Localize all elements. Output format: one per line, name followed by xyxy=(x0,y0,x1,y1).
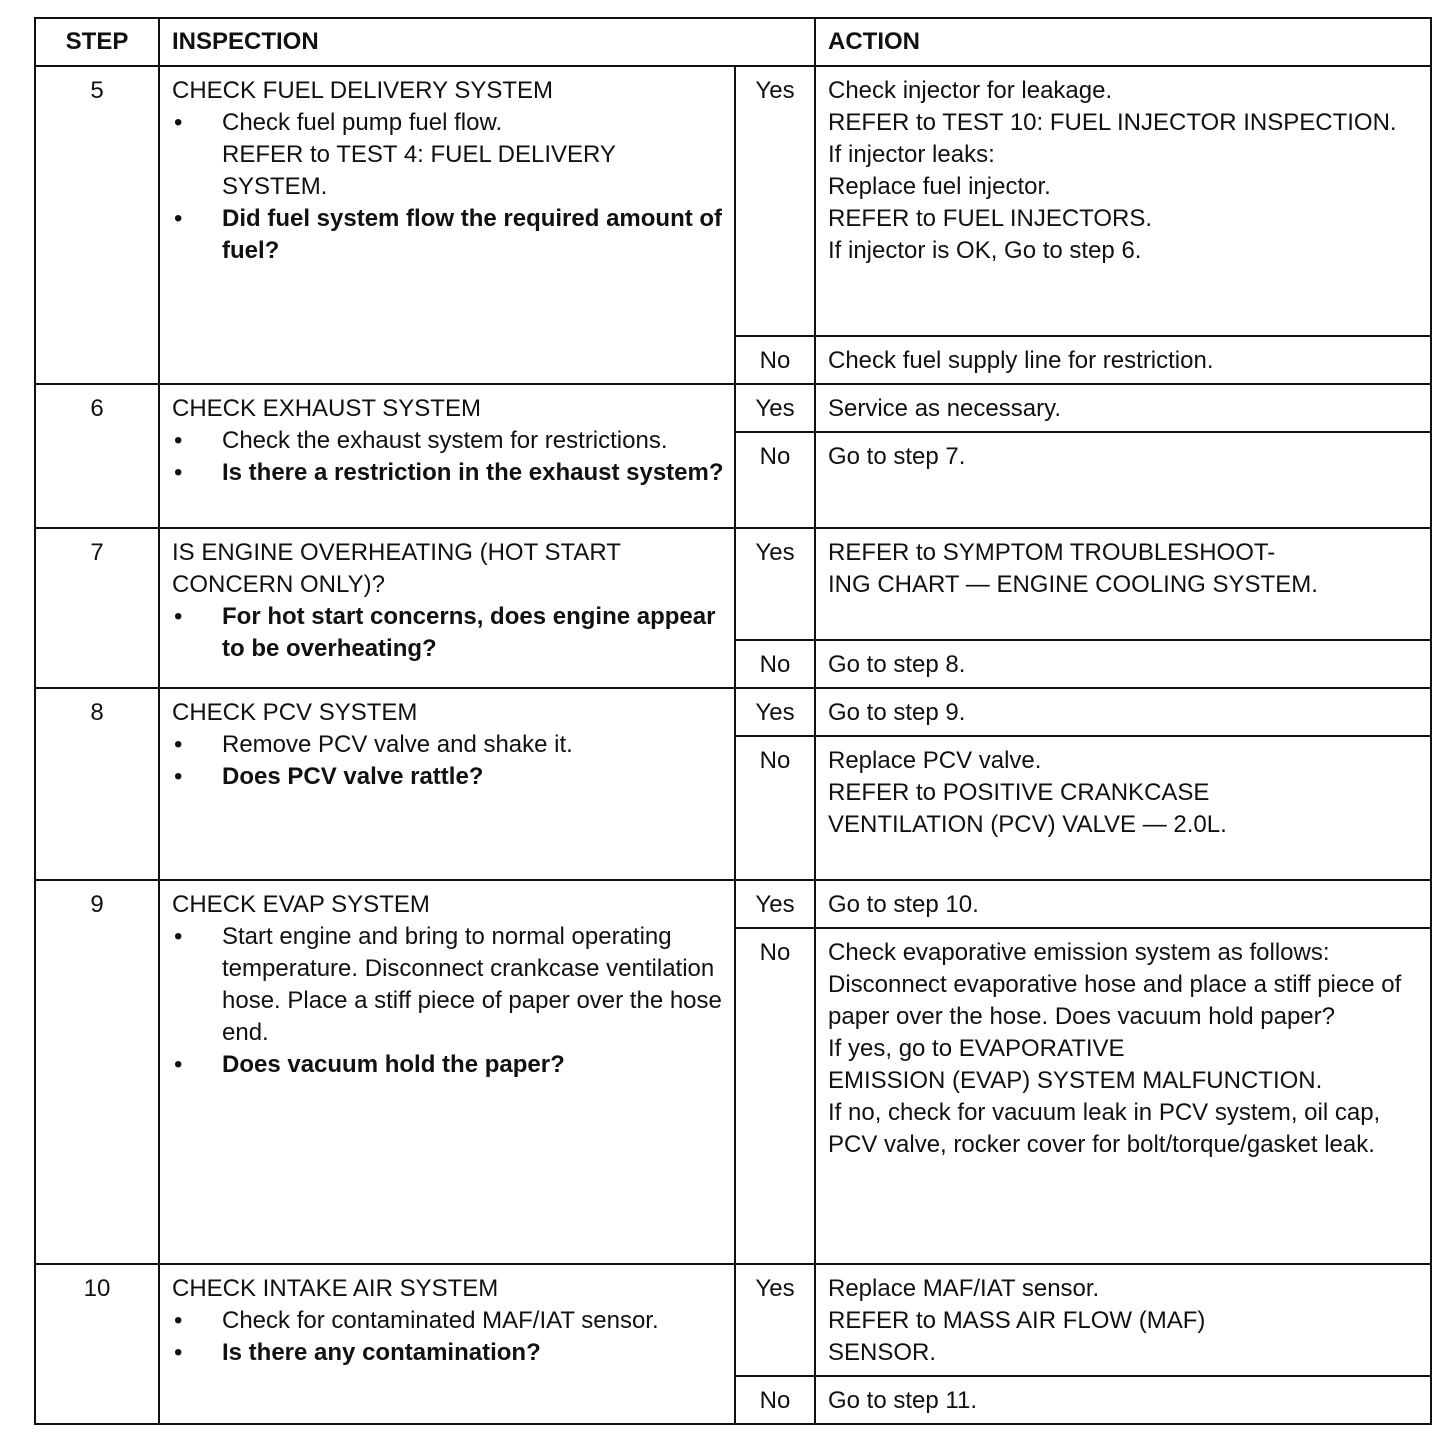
table-row xyxy=(35,1264,1431,1376)
action-line: Check injector for leakage. xyxy=(828,77,1113,104)
inspection-title: CHECK INTAKE AIR SYSTEM xyxy=(172,1275,499,1302)
action-line: REFER to POSITIVE CRANKCASE xyxy=(828,779,1210,806)
inspection-cell xyxy=(159,880,735,1264)
bullet-icon: • xyxy=(174,1307,183,1334)
inspection-question xyxy=(222,203,726,267)
inspection-title: IS ENGINE OVERHEATING (HOT START CONCERN ONLY)? xyxy=(172,539,621,598)
inspection-bullet xyxy=(172,729,726,761)
inspection-bullet xyxy=(172,761,726,793)
inspection-question xyxy=(222,1337,726,1369)
bullet-icon: • xyxy=(174,1051,183,1078)
table-row xyxy=(35,880,1431,928)
bullet-text: Start engine and bring to normal operating temperature. Disconnect crankcase ventilation hose. Place a stiff piece of paper over the hose end. xyxy=(222,923,722,1046)
bullet-icon: • xyxy=(174,427,183,454)
inspection-instruction xyxy=(222,921,726,1049)
inspection-bullet xyxy=(172,921,726,1049)
yes-label: Yes xyxy=(735,880,815,928)
inspection-title: CHECK EXHAUST SYSTEM xyxy=(172,395,481,422)
yes-label: Yes xyxy=(735,66,815,336)
yes-label: Yes xyxy=(735,528,815,640)
inspection-bullet xyxy=(172,1337,726,1369)
inspection-bullet xyxy=(172,425,726,457)
inspection-cell xyxy=(159,1264,735,1424)
inspection-instruction xyxy=(222,729,726,761)
inspection-bullet xyxy=(172,601,726,665)
action-line: EMISSION (EVAP) SYSTEM MALFUNCTION. xyxy=(828,1067,1323,1094)
table-row xyxy=(35,688,1431,736)
action-line: Service as necessary. xyxy=(828,395,1061,422)
no-action xyxy=(815,432,1431,528)
inspection-cell xyxy=(159,384,735,528)
header-inspection: INSPECTION xyxy=(159,18,815,66)
inspection-question xyxy=(222,761,726,793)
inspection-question xyxy=(222,457,726,489)
no-action xyxy=(815,736,1431,880)
action-line: Go to step 11. xyxy=(828,1387,977,1414)
inspection-bullet xyxy=(172,107,726,203)
no-label: No xyxy=(735,928,815,1264)
action-line: If yes, go to EVAPORATIVE xyxy=(828,1035,1125,1062)
inspection-instruction xyxy=(222,1305,726,1337)
table-row xyxy=(35,528,1431,640)
inspection-bullet xyxy=(172,457,726,489)
action-line: SENSOR. xyxy=(828,1339,937,1366)
bullet-icon: • xyxy=(174,731,183,758)
action-line: ING CHART — ENGINE COOLING SYSTEM. xyxy=(828,571,1318,598)
step-number: 7 xyxy=(35,528,159,688)
bullet-icon: • xyxy=(174,603,183,630)
diagnostic-table xyxy=(34,17,1432,1425)
inspection-instruction xyxy=(222,425,726,457)
action-line: VENTILATION (PCV) VALVE — 2.0L. xyxy=(828,811,1227,838)
yes-action xyxy=(815,66,1431,336)
bullet-text: Remove PCV valve and shake it. xyxy=(222,731,573,758)
yes-action xyxy=(815,528,1431,640)
no-label: No xyxy=(735,336,815,384)
yes-action xyxy=(815,880,1431,928)
header-row xyxy=(35,18,1431,66)
inspection-bullet xyxy=(172,1049,726,1081)
action-line: Check evaporative emission system as follows: Disconnect evaporative hose and place a stiff piece of paper over the hose. Does vacuum hold paper? xyxy=(828,939,1402,1030)
no-action xyxy=(815,336,1431,384)
step-number: 8 xyxy=(35,688,159,880)
inspection-question xyxy=(222,1049,726,1081)
yes-label: Yes xyxy=(735,384,815,432)
inspection-title: CHECK FUEL DELIVERY SYSTEM xyxy=(172,77,553,104)
action-line: Go to step 7. xyxy=(828,443,966,470)
action-line: Go to step 8. xyxy=(828,651,966,678)
inspection-bullet xyxy=(172,203,726,267)
inspection-bullet xyxy=(172,1305,726,1337)
bullet-icon: • xyxy=(174,205,183,232)
step-number: 5 xyxy=(35,66,159,384)
action-line: REFER to TEST 10: FUEL INJECTOR INSPECTION. xyxy=(828,109,1397,136)
inspection-cell xyxy=(159,688,735,880)
no-label: No xyxy=(735,432,815,528)
inspection-instruction xyxy=(222,107,726,203)
bullet-icon: • xyxy=(174,1339,183,1366)
inspection-cell xyxy=(159,528,735,688)
bullet-text: Check fuel pump fuel flow. xyxy=(222,109,503,136)
bullet-text: Check for contaminated MAF/IAT sensor. xyxy=(222,1307,659,1334)
action-line: If no, check for vacuum leak in PCV system, oil cap, PCV valve, rocker cover for bolt/torque/gasket leak. xyxy=(828,1099,1381,1158)
action-line: Replace MAF/IAT sensor. xyxy=(828,1275,1100,1302)
action-line: REFER to MASS AIR FLOW (MAF) xyxy=(828,1307,1206,1334)
bullet-text: Is there a restriction in the exhaust system? xyxy=(222,459,724,486)
bullet-text: Did fuel system flow the required amount of fuel? xyxy=(222,205,723,264)
bullet-text: For hot start concerns, does engine appear to be overheating? xyxy=(222,603,716,662)
yes-action xyxy=(815,1264,1431,1376)
action-line: REFER to SYMPTOM TROUBLESHOOT- xyxy=(828,539,1276,566)
bullet-icon: • xyxy=(174,459,183,486)
inspection-title: CHECK PCV SYSTEM xyxy=(172,699,418,726)
step-number: 10 xyxy=(35,1264,159,1424)
bullet-reference: REFER to TEST 4: FUEL DELIVERY SYSTEM. xyxy=(222,141,616,200)
inspection-cell xyxy=(159,66,735,384)
inspection-title: CHECK EVAP SYSTEM xyxy=(172,891,430,918)
inspection-question xyxy=(222,601,726,665)
step-number: 9 xyxy=(35,880,159,1264)
bullet-text: Does PCV valve rattle? xyxy=(222,763,484,790)
action-line: Check fuel supply line for restriction. xyxy=(828,347,1214,374)
action-line: If injector leaks: xyxy=(828,141,995,168)
yes-action xyxy=(815,688,1431,736)
no-action xyxy=(815,640,1431,688)
action-line: Go to step 10. xyxy=(828,891,979,918)
yes-action xyxy=(815,384,1431,432)
bullet-icon: • xyxy=(174,109,183,136)
no-label: No xyxy=(735,736,815,880)
header-action: ACTION xyxy=(815,18,1431,66)
no-action xyxy=(815,1376,1431,1424)
no-action xyxy=(815,928,1431,1264)
yes-label: Yes xyxy=(735,688,815,736)
bullet-text: Does vacuum hold the paper? xyxy=(222,1051,565,1078)
action-line: REFER to FUEL INJECTORS. xyxy=(828,205,1153,232)
action-line: Replace fuel injector. xyxy=(828,173,1051,200)
action-line: Replace PCV valve. xyxy=(828,747,1042,774)
action-line: If injector is OK, Go to step 6. xyxy=(828,237,1142,264)
no-label: No xyxy=(735,640,815,688)
step-number: 6 xyxy=(35,384,159,528)
bullet-icon: • xyxy=(174,923,183,950)
no-label: No xyxy=(735,1376,815,1424)
table-row xyxy=(35,384,1431,432)
action-line: Go to step 9. xyxy=(828,699,966,726)
bullet-text: Check the exhaust system for restrictions. xyxy=(222,427,668,454)
header-step: STEP xyxy=(35,18,159,66)
bullet-icon: • xyxy=(174,763,183,790)
table-row xyxy=(35,66,1431,336)
yes-label: Yes xyxy=(735,1264,815,1376)
bullet-text: Is there any contamination? xyxy=(222,1339,541,1366)
